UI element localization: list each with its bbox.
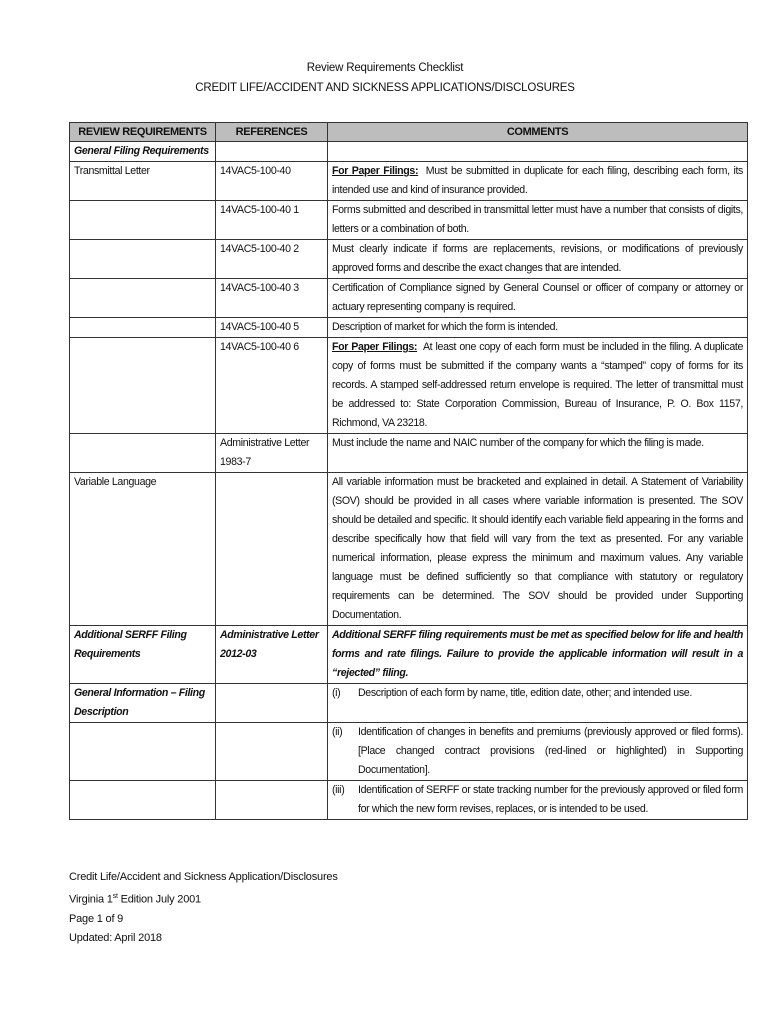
document-title: Review Requirements Checklist bbox=[306, 62, 464, 74]
empty-cell bbox=[216, 781, 328, 820]
table-row bbox=[70, 338, 748, 434]
table-row bbox=[70, 434, 748, 473]
serff-reference-cell: Administrative Letter 2012-03 bbox=[216, 626, 328, 684]
comment-cell bbox=[328, 162, 748, 201]
footer-document-name: Credit Life/Accident and Sickness Application/Disclosures bbox=[69, 871, 338, 883]
item-number: (iii) bbox=[332, 784, 345, 796]
table-row bbox=[70, 781, 748, 820]
column-header-comments: COMMENTS bbox=[328, 123, 748, 142]
reference-cell bbox=[216, 473, 328, 626]
comment-text: Must be submitted in duplicate for each filing, describing each form, its intended use and kind of insurance provided. bbox=[332, 165, 744, 196]
item-text: Identification of changes in benefits and premiums (previously approved or filed forms). [Place changed contract provisions (red-lined or highlighted) in Supporting Documentation]. bbox=[358, 726, 743, 776]
general-info-row bbox=[70, 684, 748, 723]
requirement-cell bbox=[70, 338, 216, 434]
table-row bbox=[70, 240, 748, 279]
list-item bbox=[332, 723, 743, 780]
edition-prefix: Virginia 1 bbox=[69, 893, 113, 906]
empty-cell bbox=[70, 781, 216, 820]
reference-cell: 14VAC5-100-40 3 bbox=[216, 279, 328, 318]
list-item bbox=[332, 684, 743, 703]
footer-updated: Updated: April 2018 bbox=[69, 931, 162, 944]
requirement-cell bbox=[70, 318, 216, 338]
table-row bbox=[70, 279, 748, 318]
serff-requirement-cell: Additional SERFF Filing Requirements bbox=[70, 626, 216, 684]
column-header-references: REFERENCES bbox=[216, 123, 328, 142]
table-header-row bbox=[70, 123, 748, 142]
requirement-cell: Variable Language bbox=[70, 473, 216, 626]
paper-filings-label: For Paper Filings: bbox=[332, 341, 418, 353]
document-subtitle: CREDIT LIFE/ACCIDENT AND SICKNESS APPLICATIONS/DISCLOSURES bbox=[195, 82, 575, 94]
paper-filings-label: For Paper Filings: bbox=[332, 165, 419, 177]
requirement-cell bbox=[70, 240, 216, 279]
page-footer bbox=[69, 868, 338, 948]
table-row bbox=[70, 162, 748, 201]
reference-cell: 14VAC5-100-40 6 bbox=[216, 338, 328, 434]
item-number: (i) bbox=[332, 687, 341, 699]
requirement-cell bbox=[70, 434, 216, 473]
serff-row bbox=[70, 626, 748, 684]
item-text: Description of each form by name, title, edition date, other; and intended use. bbox=[358, 687, 692, 699]
empty-cell bbox=[216, 684, 328, 723]
reference-cell: 14VAC5-100-40 1 bbox=[216, 201, 328, 240]
item-text: Identification of SERFF or state tracking number for the previously approved or filed form for which the new form revises, replaces, or is intended to be used. bbox=[358, 784, 743, 815]
list-item bbox=[332, 781, 743, 819]
requirement-cell: Transmittal Letter bbox=[70, 162, 216, 201]
reference-cell: 14VAC5-100-40 5 bbox=[216, 318, 328, 338]
reference-cell: 14VAC5-100-40 bbox=[216, 162, 328, 201]
empty-cell bbox=[216, 723, 328, 781]
edition-suffix: Edition July 2001 bbox=[117, 893, 201, 906]
comment-text: At least one copy of each form must be included in the filing. A duplicate copy of forms must be submitted if the company wants a “stamped” copy of forms for its records. A stamped self-addressed return envelope is required. The letter of transmittal must be addressed to: State Corporation Commission, Bureau of Insurance, P. O. Box 1157, Richmond, VA 23218. bbox=[332, 341, 743, 429]
requirement-cell bbox=[70, 201, 216, 240]
footer-page-number: Page 1 of 9 bbox=[69, 912, 124, 925]
reference-cell: Administrative Letter 1983-7 bbox=[216, 434, 328, 473]
comment-cell bbox=[328, 781, 748, 820]
column-header-review-requirements: REVIEW REQUIREMENTS bbox=[70, 123, 216, 142]
table-row bbox=[70, 473, 748, 626]
comment-cell bbox=[328, 723, 748, 781]
item-number: (ii) bbox=[332, 726, 343, 738]
comment-cell: Must clearly indicate if forms are replacements, revisions, or modifications of previously approved forms and describe the exact changes that are intended. bbox=[328, 240, 748, 279]
footer-edition bbox=[69, 887, 338, 910]
empty-cell bbox=[328, 142, 748, 162]
requirement-cell bbox=[70, 279, 216, 318]
edition-superscript: st bbox=[112, 893, 118, 900]
reference-cell: 14VAC5-100-40 2 bbox=[216, 240, 328, 279]
empty-cell bbox=[70, 723, 216, 781]
comment-cell: All variable information must be bracketed and explained in detail. A Statement of Variability (SOV) should be provided in all cases where variable information is presented. The SOV should be detailed and specific. It should identify each variable field appearing in the forms and describe specifically how that field will vary from the text as presented. For any variable numerical information, please express the minimum and maximum values. Any variable language must be defined sufficiently so that compliance with statutory or regulatory requirements can be determined. The SOV should be provided under Supporting Documentation. bbox=[328, 473, 748, 626]
checklist-table bbox=[69, 122, 748, 820]
serff-comment-cell: Additional SERFF filing requirements must be met as specified below for life and health forms and rate filings. Failure to provide the applicable information will result in a “rejected” filing. bbox=[328, 626, 748, 684]
comment-cell bbox=[328, 338, 748, 434]
table-row bbox=[70, 723, 748, 781]
table-row bbox=[70, 201, 748, 240]
empty-cell bbox=[216, 142, 328, 162]
section-title-general: General Filing Requirements bbox=[70, 142, 216, 162]
general-info-requirement-cell: General Information – Filing Description bbox=[70, 684, 216, 723]
comment-cell: Forms submitted and described in transmittal letter must have a number that consists of digits, letters or a combination of both. bbox=[328, 201, 748, 240]
table-row bbox=[70, 318, 748, 338]
comment-cell bbox=[328, 684, 748, 723]
comment-cell: Must include the name and NAIC number of the company for which the filing is made. bbox=[328, 434, 748, 473]
section-row-general bbox=[70, 142, 748, 162]
comment-cell: Description of market for which the form is intended. bbox=[328, 318, 748, 338]
comment-cell: Certification of Compliance signed by General Counsel or officer of company or attorney or actuary representing company is required. bbox=[328, 279, 748, 318]
